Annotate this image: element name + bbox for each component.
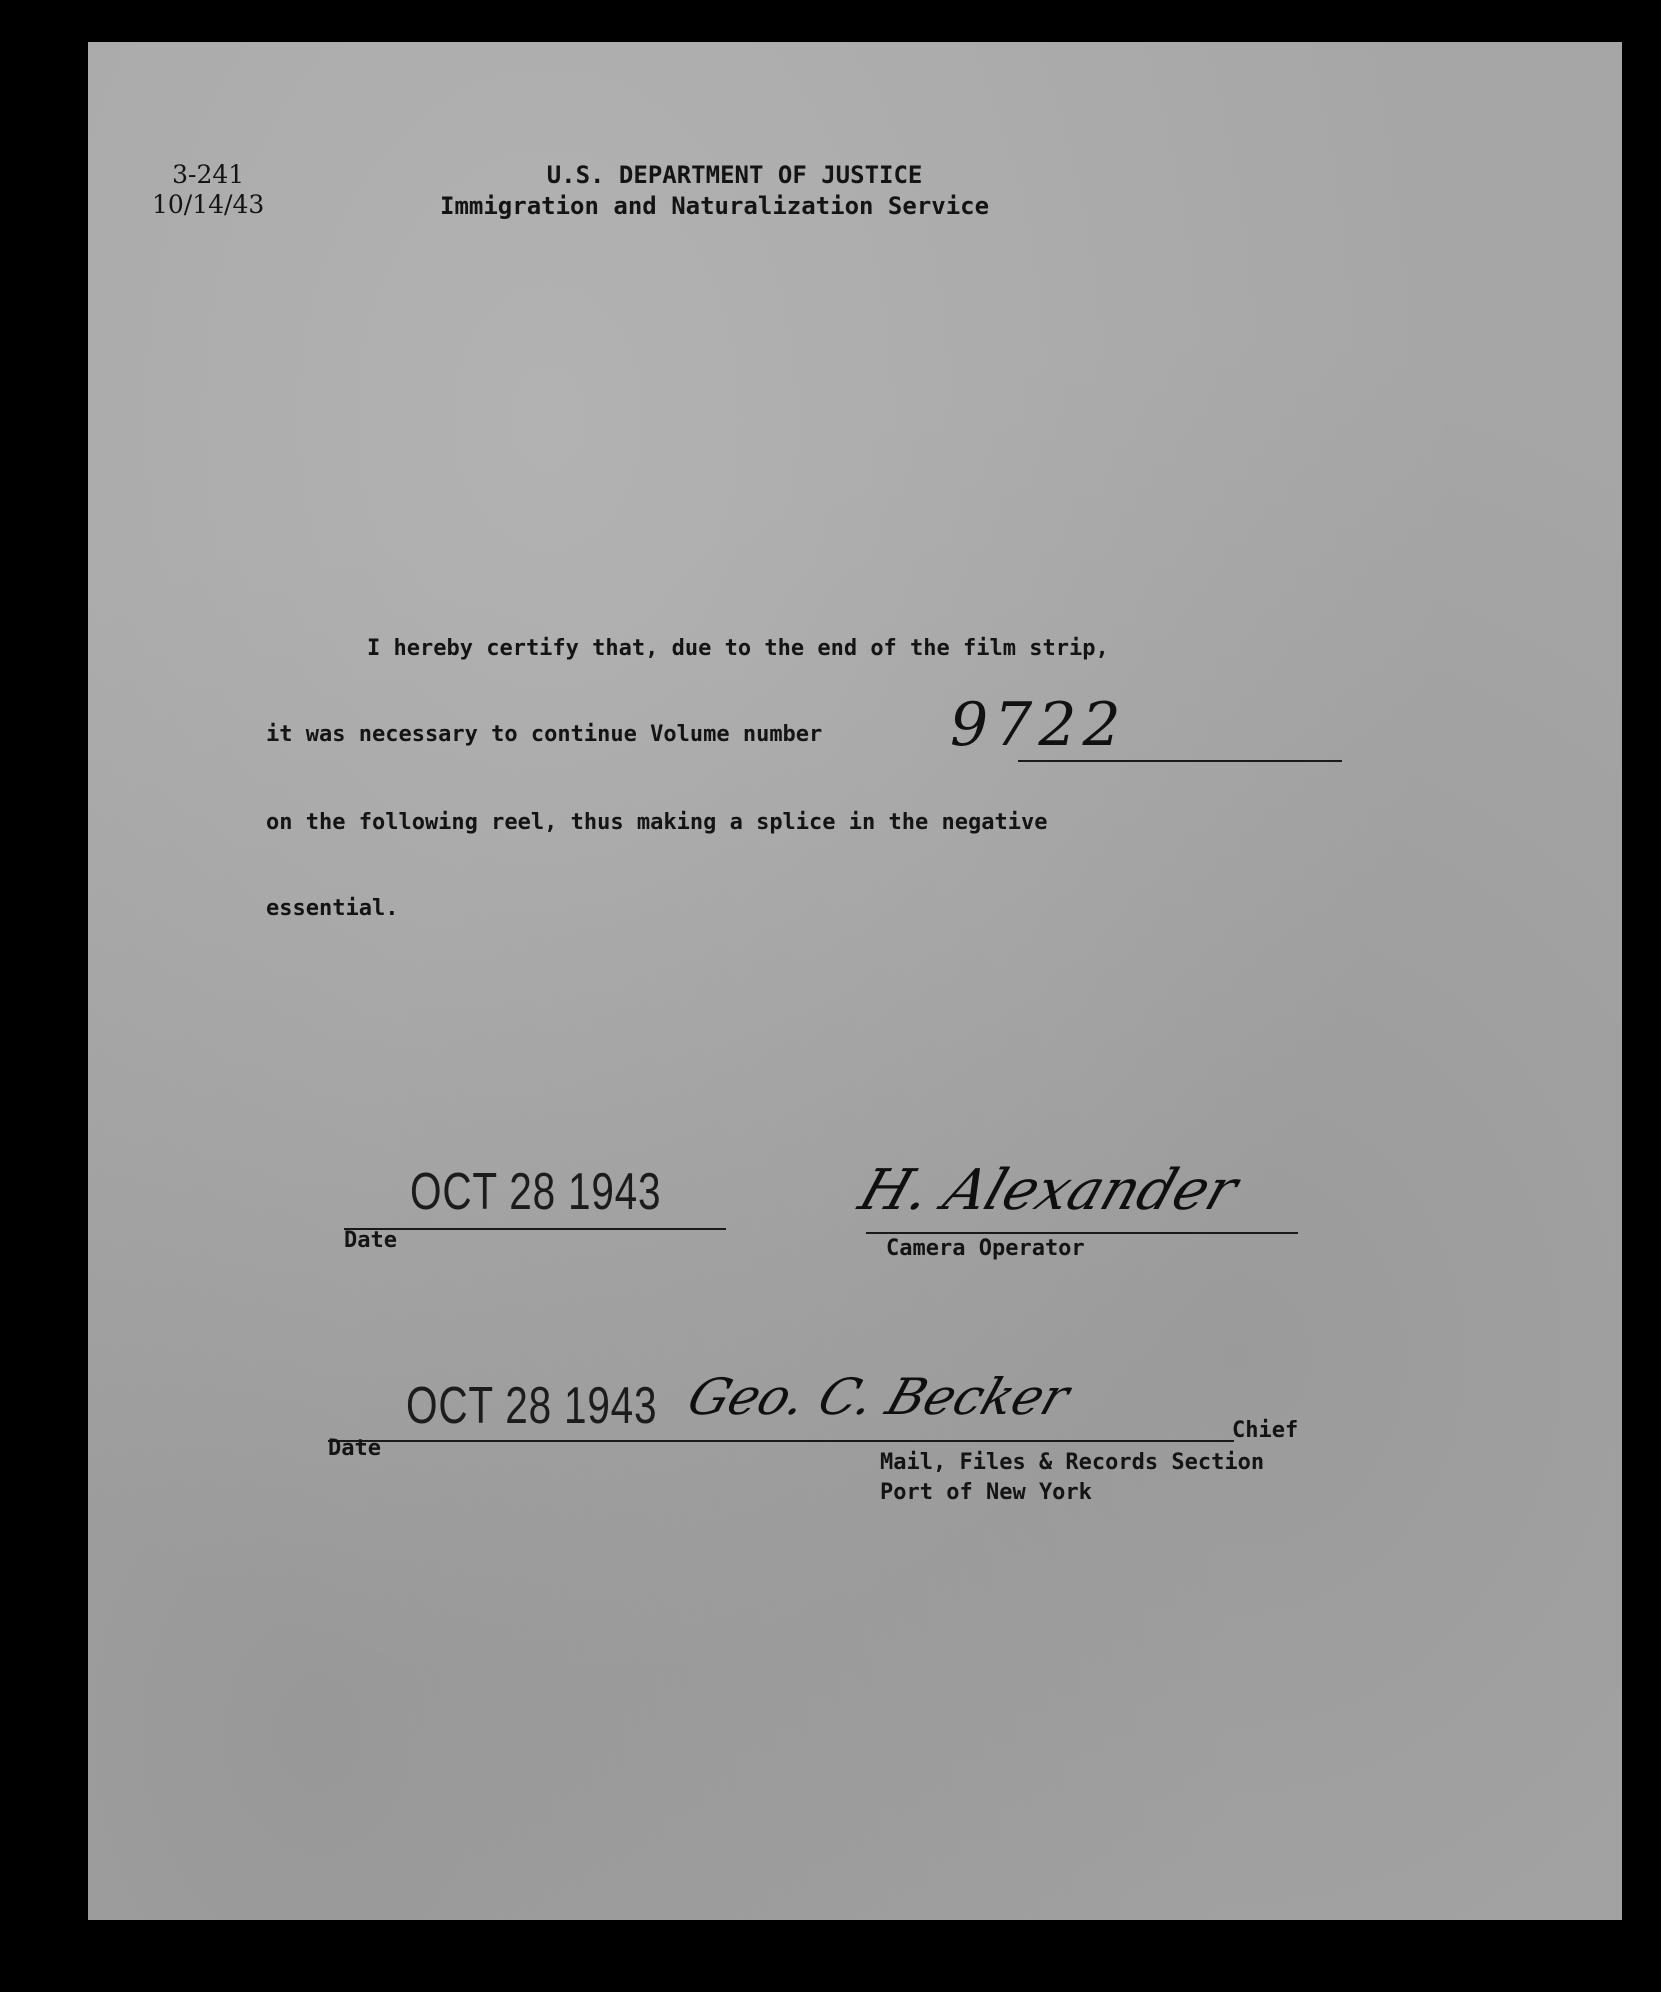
chief-date-stamp: OCT 28 1943 bbox=[406, 1377, 658, 1435]
camera-operator-label: Camera Operator bbox=[886, 1236, 1085, 1261]
certification-line-1: I hereby certify that, due to the end of the film strip, bbox=[367, 636, 1109, 661]
operator-date-label: Date bbox=[344, 1228, 397, 1253]
chief-date-label: Date bbox=[328, 1436, 381, 1461]
operator-signature-line bbox=[866, 1232, 1298, 1234]
operator-date-stamp: OCT 28 1943 bbox=[410, 1163, 662, 1221]
chief-port: Port of New York bbox=[880, 1480, 1092, 1505]
agency-name: Immigration and Naturalization Service bbox=[440, 192, 990, 220]
form-number: 3-241 bbox=[172, 160, 245, 189]
certification-line-2: it was necessary to continue Volume number bbox=[266, 722, 823, 747]
certification-line-3: on the following reel, thus making a splice in the negative bbox=[266, 810, 1048, 835]
form-date: 10/14/43 bbox=[152, 190, 265, 219]
chief-signature: Geo. C. Becker bbox=[680, 1368, 1077, 1426]
volume-number-underline bbox=[1018, 760, 1342, 762]
volume-number: 9722 bbox=[950, 690, 1127, 760]
chief-section: Mail, Files & Records Section bbox=[880, 1450, 1265, 1475]
form-code bbox=[152, 160, 264, 220]
department-name: U.S. DEPARTMENT OF JUSTICE bbox=[546, 161, 923, 189]
operator-date-line bbox=[344, 1228, 726, 1230]
certification-line-4: essential. bbox=[266, 896, 399, 921]
chief-title: Chief bbox=[1232, 1418, 1299, 1443]
document-sheet bbox=[88, 42, 1622, 1920]
chief-signature-line bbox=[328, 1440, 1234, 1442]
operator-signature: H. Alexander bbox=[851, 1158, 1246, 1223]
letterhead bbox=[440, 160, 989, 222]
